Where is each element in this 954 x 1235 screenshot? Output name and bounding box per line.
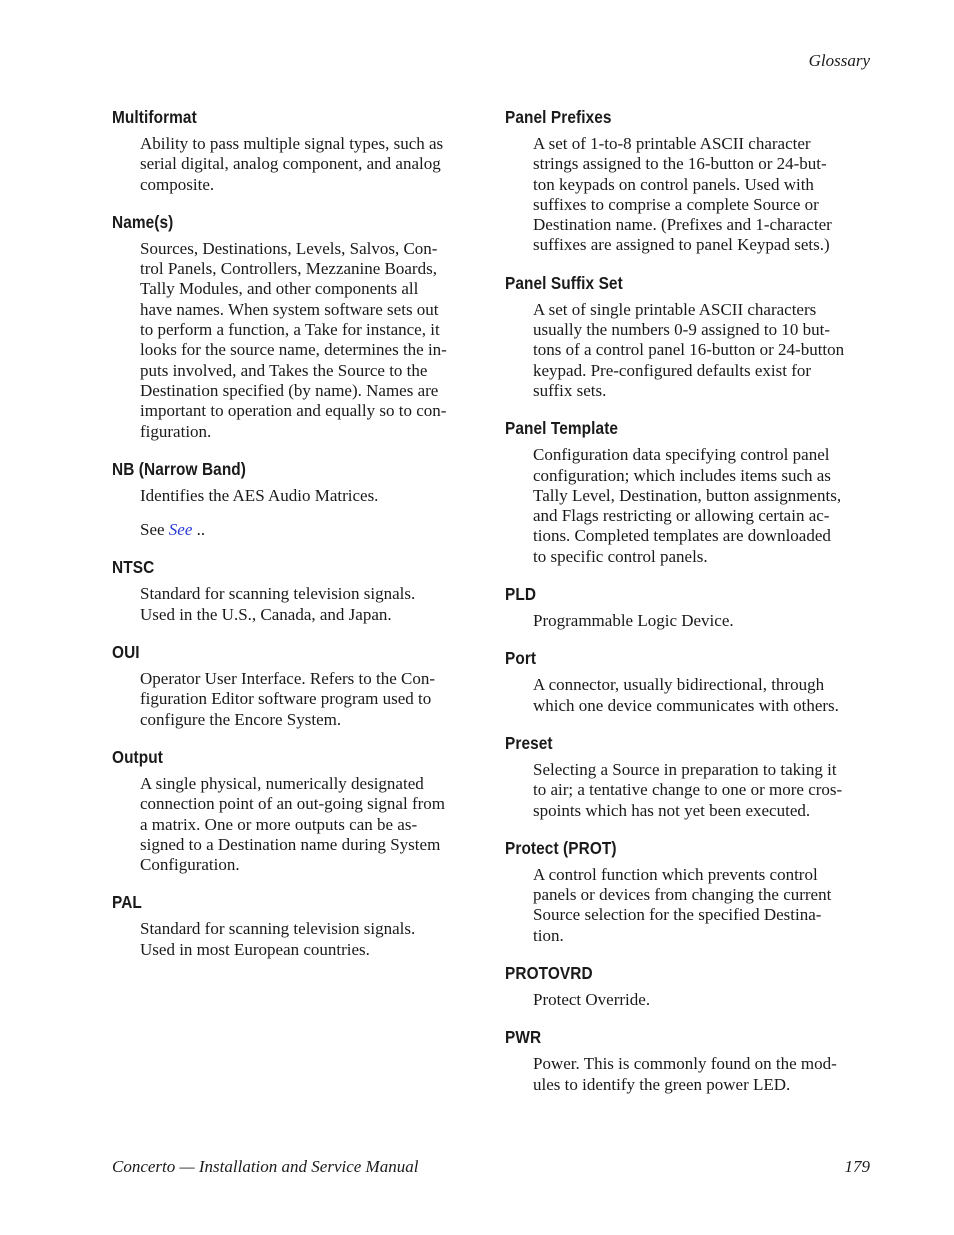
glossary-entry — [505, 417, 873, 567]
see-link[interactable]: See — [168, 520, 193, 540]
glossary-term: PAL — [112, 892, 142, 913]
glossary-term: Port — [505, 648, 537, 669]
glossary-entry — [505, 962, 873, 1010]
glossary-entry — [505, 647, 873, 716]
running-head: Glossary — [808, 51, 870, 70]
glossary-definition: A single physical, numerically designated connection point of an out-going signal from a matrix. One or more outputs can be as- signed to a Destination name during System Configuration. — [140, 773, 445, 875]
glossary-entry — [112, 746, 480, 875]
glossary-definition: A set of single printable ASCII characters usually the numbers 0-9 assigned to 10 but- tons of a control panel 16-button or 24-button keypad. Pre-configured defaults exist for suffix sets. — [533, 299, 845, 400]
glossary-term: Panel Template — [505, 418, 619, 439]
glossary-definition: Sources, Destinations, Levels, Salvos, Con- trol Panels, Controllers, Mezzanine Boards, Tally Modules, and other components all have names. When system software sets out to perform a function, a Take for instance, it looks for the source name, determines the in- puts involved, and Takes the Source to the Destination specified (by name). Names are important to operation and equally so to con- figuration. — [140, 238, 447, 441]
glossary-entry — [112, 458, 480, 541]
glossary-entry — [112, 556, 480, 625]
glossary-term: PROTOVRD — [505, 963, 593, 984]
glossary-definition: Standard for scanning television signals. Used in the U.S., Canada, and Japan. — [140, 584, 416, 624]
glossary-definition: Power. This is commonly found on the mod- ules to identify the green power LED. — [533, 1054, 837, 1094]
glossary-column-right — [505, 106, 873, 1111]
glossary-entry — [112, 641, 480, 730]
glossary-entry — [112, 211, 480, 442]
glossary-term: Panel Prefixes — [505, 107, 612, 127]
glossary-term: OUI — [112, 642, 140, 663]
glossary-term: Name(s) — [112, 211, 174, 232]
glossary-definition: A connector, usually bidirectional, through which one device communicates with others. — [533, 675, 839, 715]
footer-title: Concerto — Installation and Service Manual — [112, 1157, 419, 1176]
glossary-definition: A set of 1-to-8 printable ASCII character strings assigned to the 16-button or 24-but- ton keypads on control panels. Used with suffixes to comprise a complete Source or Destination name. (Prefixes and 1-character suffixes are assigned to panel Keypad sets.) — [533, 134, 832, 255]
glossary-definition: Programmable Logic Device. — [533, 611, 734, 631]
glossary-term: Preset — [505, 732, 553, 753]
glossary-entry — [505, 106, 873, 256]
glossary-entry — [505, 583, 873, 631]
glossary-term: Output — [112, 746, 163, 767]
glossary-entry — [505, 732, 873, 821]
glossary-term: PLD — [505, 584, 537, 605]
glossary-entry — [505, 272, 873, 401]
glossary-term: NB (Narrow Band) — [112, 458, 247, 479]
glossary-term: NTSC — [112, 557, 155, 578]
glossary-definition: Configuration data specifying control panel configuration; which includes items such as Tally Level, Destination, button assignments, and Flags restricting or allowing certain ac- tions. Completed templates are downloaded to specific control panels. — [533, 445, 842, 566]
glossary-definition: A control function which prevents control panels or devices from changing the current Source selection for the specified Destina- tion. — [533, 864, 832, 945]
glossary-term: Panel Suffix Set — [505, 272, 623, 293]
glossary-entry — [505, 1026, 873, 1095]
glossary-column-left — [112, 106, 480, 976]
glossary-definition: Standard for scanning television signals. Used in most European countries. — [140, 919, 416, 959]
see-prefix: See — [140, 520, 169, 540]
glossary-term: Multiformat — [112, 107, 197, 127]
glossary-term: Protect (PROT) — [505, 837, 617, 858]
glossary-entry — [112, 106, 480, 195]
glossary-definition: Operator User Interface. Refers to the Con- figuration Editor software program used to configure the Encore System. — [140, 669, 436, 729]
glossary-term: PWR — [505, 1027, 542, 1048]
see-suffix: .. — [192, 520, 206, 540]
glossary-entry — [112, 891, 480, 960]
glossary-definition: Selecting a Source in preparation to taking it to air; a tentative change to one or more cros- spoints which has not yet been executed. — [533, 759, 843, 820]
glossary-entry — [505, 837, 873, 946]
glossary-definition: Protect Override. — [533, 990, 651, 1010]
see-reference — [140, 520, 480, 540]
glossary-definition: Ability to pass multiple signal types, such as serial digital, analog component, and analog composite. — [140, 134, 444, 194]
glossary-definition: Identifies the AES Audio Matrices. — [140, 485, 379, 505]
page-number: 179 — [844, 1157, 870, 1176]
